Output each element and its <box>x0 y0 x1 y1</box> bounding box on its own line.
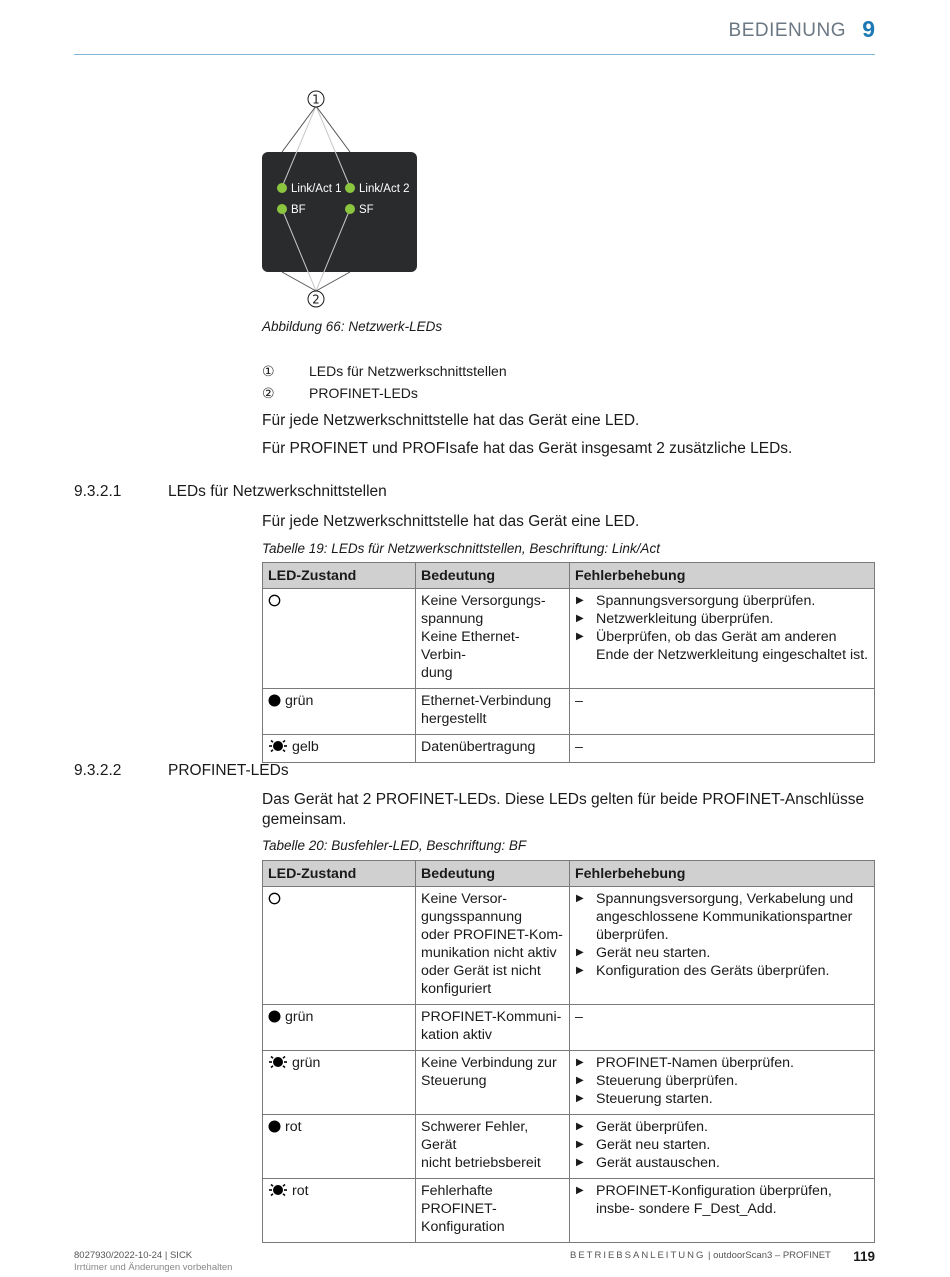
led-state-cell <box>263 1115 416 1179</box>
action-item: ▶ Gerät neu starten. <box>575 944 869 962</box>
meaning-line: Keine Versor- <box>421 891 507 907</box>
led-on-icon <box>268 694 281 707</box>
meaning-cell <box>416 735 570 763</box>
led-off-icon <box>268 892 281 905</box>
figure-caption: Abbildung 66: Netzwerk-LEDs <box>262 319 443 334</box>
footer-middle <box>570 1250 831 1261</box>
section-number: 9.3.2.1 <box>74 483 122 500</box>
led-label-link-act-1: Link/Act 1 <box>291 183 342 195</box>
intro-paragraph: Für PROFINET und PROFIsafe hat das Gerät insgesamt 2 zusätzliche LEDs. <box>262 440 793 457</box>
action-list <box>575 1182 869 1218</box>
meaning-line: kation aktiv <box>421 1027 492 1043</box>
section-paragraph: Das Gerät hat 2 PROFINET-LEDs. Diese LEDs gelten für beide PROFINET-Anschlüsse gemeinsam. <box>262 791 865 828</box>
led-state <box>268 593 285 609</box>
led-link-act-2 <box>345 183 355 193</box>
action-item: ▶ Netzwerkleitung überprüfen. <box>575 610 869 628</box>
table-row <box>263 1115 875 1179</box>
legend-text: LEDs für Netzwerkschnittstellen <box>309 363 507 379</box>
led-panel-illustration <box>262 88 422 310</box>
no-action-dash: – <box>575 693 583 709</box>
led-state <box>268 1119 302 1135</box>
chapter-number: 9 <box>862 16 875 42</box>
meaning-line: Schwerer Fehler, Gerät <box>421 1119 529 1153</box>
led-link-act-1 <box>277 183 287 193</box>
action-list <box>575 1118 869 1172</box>
meaning-cell <box>416 1051 570 1115</box>
action-list <box>575 1054 869 1108</box>
led-flashing-icon <box>268 1183 288 1197</box>
table-bus-fault-led <box>262 860 875 1243</box>
meaning-line: nicht betriebsbereit <box>421 1155 541 1171</box>
led-bf <box>277 204 287 214</box>
led-state <box>268 1009 313 1025</box>
led-state-cell <box>263 1005 416 1051</box>
troubleshooting-cell <box>570 1115 875 1179</box>
meaning-line: dung <box>421 665 453 681</box>
callout-line <box>316 272 350 291</box>
table-row <box>263 887 875 1005</box>
led-state-cell <box>263 1051 416 1115</box>
led-flashing-icon <box>268 1055 288 1069</box>
troubleshooting-cell <box>570 1005 875 1051</box>
table-body <box>263 589 875 763</box>
led-state-label: grün <box>292 1055 321 1071</box>
meaning-line: Ethernet-Verbindung <box>421 693 552 709</box>
callout-2-label: 2 <box>312 292 320 307</box>
meaning-line: gungsspannung <box>421 909 522 925</box>
led-flashing-icon <box>268 739 288 753</box>
document-id: 8027930/2022-10-24 | SICK <box>74 1250 193 1261</box>
action-item: ▶ Gerät überprüfen. <box>575 1118 869 1136</box>
led-state-label: grün <box>285 1009 314 1025</box>
led-on-icon <box>268 1120 281 1133</box>
footer-left <box>74 1250 232 1274</box>
meaning-line: oder PROFINET-Kom- <box>421 927 563 943</box>
led-state <box>268 891 285 907</box>
led-state-cell <box>263 589 416 689</box>
intro-paragraph: Für jede Netzwerkschnittstelle hat das Gerät eine LED. <box>262 412 640 429</box>
meaning-cell <box>416 1115 570 1179</box>
table-row <box>263 1179 875 1243</box>
section-title: LEDs für Netzwerkschnittstellen <box>168 483 387 500</box>
led-state <box>268 1055 320 1071</box>
network-leds-figure <box>262 88 422 310</box>
meaning-cell <box>416 1005 570 1051</box>
troubleshooting-cell <box>570 689 875 735</box>
section-number: 9.3.2.2 <box>74 762 122 779</box>
meaning-cell <box>416 1179 570 1243</box>
action-item: ▶ Steuerung überprüfen. <box>575 1072 869 1090</box>
action-list <box>575 592 869 664</box>
meaning-line: Keine Versorgungs- <box>421 593 546 609</box>
legend-item <box>262 363 507 380</box>
meaning-line: hergestellt <box>421 711 487 727</box>
troubleshooting-cell <box>570 887 875 1005</box>
meaning-line: Keine Verbindung zur <box>421 1055 557 1071</box>
legend-number: ② <box>262 385 275 401</box>
led-state <box>268 1183 309 1199</box>
troubleshooting-cell <box>570 735 875 763</box>
no-action-dash: – <box>575 739 583 755</box>
led-state-cell <box>263 887 416 1005</box>
troubleshooting-cell <box>570 589 875 689</box>
callout-1-label: 1 <box>312 92 320 107</box>
action-item: ▶ Gerät neu starten. <box>575 1136 869 1154</box>
column-header: Fehlerbehebung <box>570 861 875 887</box>
led-state <box>268 693 313 709</box>
table-header-row <box>263 861 875 887</box>
column-header: Bedeutung <box>416 861 570 887</box>
led-on-icon <box>268 1010 281 1023</box>
table-row <box>263 1005 875 1051</box>
led-state-label: gelb <box>292 739 319 755</box>
meaning-cell <box>416 887 570 1005</box>
legend-number: ① <box>262 363 275 379</box>
table-caption: Tabelle 19: LEDs für Netzwerkschnittstellen, Beschriftung: Link/Act <box>262 541 660 556</box>
meaning-line: oder Gerät ist nicht <box>421 963 541 979</box>
led-state-cell <box>263 689 416 735</box>
meaning-cell <box>416 689 570 735</box>
led-off-icon <box>268 594 281 607</box>
action-item: ▶ Gerät austauschen. <box>575 1154 869 1172</box>
action-item: ▶ PROFINET-Namen überprüfen. <box>575 1054 869 1072</box>
meaning-line: konfiguriert <box>421 981 492 997</box>
table-row <box>263 689 875 735</box>
section-paragraph: Für jede Netzwerkschnittstelle hat das Gerät eine LED. <box>262 513 640 530</box>
table-row <box>263 1051 875 1115</box>
action-item: ▶ Überprüfen, ob das Gerät am anderen Ende der Netzwerkleitung eingeschaltet ist. <box>575 628 869 664</box>
meaning-line: Fehlerhafte PROFINET- <box>421 1183 497 1217</box>
led-state-cell <box>263 1179 416 1243</box>
column-header: LED-Zustand <box>263 861 416 887</box>
column-header: Fehlerbehebung <box>570 563 875 589</box>
meaning-line: Datenübertragung <box>421 739 536 755</box>
product-name: | outdoorScan3 – PROFINET <box>708 1250 831 1261</box>
meaning-cell <box>416 589 570 689</box>
disclaimer: Irrtümer und Änderungen vorbehalten <box>74 1262 233 1273</box>
chapter-title: BEDIENUNG <box>728 20 846 41</box>
legend-item <box>262 385 418 402</box>
page-number: 119 <box>853 1249 875 1264</box>
document-type: BETRIEBSANLEITUNG <box>570 1250 706 1261</box>
action-item: ▶ PROFINET-Konfiguration überprüfen, insbe- sondere F_Dest_Add. <box>575 1182 869 1218</box>
led-sf <box>345 204 355 214</box>
action-item: ▶ Steuerung starten. <box>575 1090 869 1108</box>
column-header: LED-Zustand <box>263 563 416 589</box>
table-caption: Tabelle 20: Busfehler-LED, Beschriftung: BF <box>262 838 527 853</box>
meaning-line: PROFINET-Kommuni- <box>421 1009 562 1025</box>
led-label-sf: SF <box>359 204 374 216</box>
led-state-label: rot <box>285 1119 302 1135</box>
led-state-cell <box>263 735 416 763</box>
table-body <box>263 887 875 1243</box>
table-link-act-leds <box>262 562 875 763</box>
no-action-dash: – <box>575 1009 583 1025</box>
table-row <box>263 735 875 763</box>
section-title: PROFINET-LEDs <box>168 762 289 779</box>
meaning-line: munikation nicht aktiv <box>421 945 557 961</box>
page-header <box>74 14 875 55</box>
led-state-label: grün <box>285 693 314 709</box>
meaning-line: Keine Ethernet-Verbin- <box>421 629 520 663</box>
callout-line <box>282 272 316 291</box>
led-state <box>268 739 319 755</box>
troubleshooting-cell <box>570 1051 875 1115</box>
action-list <box>575 890 869 980</box>
table-row <box>263 589 875 689</box>
meaning-line: Steuerung <box>421 1073 487 1089</box>
action-item: ▶ Spannungsversorgung überprüfen. <box>575 592 869 610</box>
led-label-bf: BF <box>291 204 306 216</box>
meaning-line: Konfiguration <box>421 1219 505 1235</box>
action-item: ▶ Konfiguration des Geräts überprüfen. <box>575 962 869 980</box>
legend-text: PROFINET-LEDs <box>309 385 418 401</box>
table-header-row <box>263 563 875 589</box>
led-label-link-act-2: Link/Act 2 <box>359 183 410 195</box>
action-item: ▶ Spannungsversorgung, Verkabelung und angeschlossene Kommunikationspartner überprüfen. <box>575 890 869 944</box>
column-header: Bedeutung <box>416 563 570 589</box>
led-state-label: rot <box>292 1183 309 1199</box>
callout-line <box>316 106 350 152</box>
meaning-line: spannung <box>421 611 484 627</box>
troubleshooting-cell <box>570 1179 875 1243</box>
callout-line <box>282 106 316 152</box>
